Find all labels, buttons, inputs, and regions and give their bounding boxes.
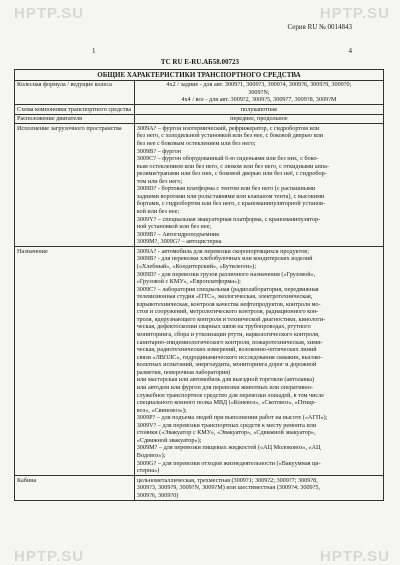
purpose-line: санитарно-эпидемиологического контроля, пожаротехническая, хими- [136,338,323,346]
cargo-space-line: без него, с холодильной установкой или без нее, с боковой дверью или [136,132,324,140]
purpose-line: воз», «Свиновоз»); [136,406,187,414]
purpose-line: Водовоз»); [136,452,166,460]
wheel-formula-line: 4x4 / все - для авт. 3009?2, 3009?5, 3009?7, 3009?8, 3009?M [181,96,337,104]
document-number: TC RU E-RU.AБ58.00723 [160,58,240,66]
purpose-line: стерна») [136,467,160,475]
purpose-line: служебное транспортное средство для перевозки лошадей, в том числе [136,391,325,399]
cabin-line: цельнометаллическая, трехместная (3009?1; 3009?2; 3009?7; 3009?8, [136,476,318,484]
purpose-line: «Сдвижной эвакуатор»); [136,436,202,444]
purpose-line: ческая, радиотехнических измерений, волоконно-оптических линий [136,346,317,354]
purpose-line: 3009G? – для перевозки отходов жизнедеятельности («Вакуумная ци- [136,459,321,467]
cargo-space-line: без нее с боковым остеклением или без него; [136,139,256,147]
cabin-value [134,476,383,501]
layout-scheme-row [15,105,384,115]
purpose-line: 3009В? - для перевозки хлебобулочных или кондитерских изделий [136,255,313,263]
purpose-line: 3009А? - автомобиль для перевозки скоропортящихся продуктов; [136,247,309,255]
cargo-space-line: 3009В? – Автогидроподъемник [136,230,220,238]
purpose-line: взрывотехническая, контроля качества нефтепродуктов, контроля мо- [136,300,321,308]
purpose-line: разметки, поверочная лаборатория) [136,368,231,376]
cargo-space-line: 3009В? – фургон [136,147,182,155]
wheel-formula-line: 4x2 / задние - для авт. 3009?1, 3009?3, 3009?4, 3009?6, 3009?9, 3009?0; [166,81,352,89]
purpose-value [134,247,383,476]
cargo-space-value [134,124,383,247]
cargo-space-line: 3009М?, 3009G? – автоцистерна [136,238,222,246]
watermark-top-left: HPTP.SU [14,5,85,22]
purpose-line: стов и сооружений, метрологического контроля, радиационного кон- [136,308,319,316]
characteristics-table [14,69,384,501]
cargo-space-line: 3009С? – фургон оборудованный 6-ю сиденьями или без них, с боко- [136,155,319,163]
wheel-formula-row [15,80,384,105]
watermark-top-right: HPTP.SU [319,5,390,22]
purpose-line: 3009С? – лаборатория специальная (радиолаборатория, передвижная [136,285,319,293]
purpose-line: 3009Р? – для подъема людей при выполнении работ на высоте («АГП»); [136,414,328,422]
cargo-space-row [15,124,384,247]
purpose-line: стоянки («Эвакуатор с КМУ», «Эвакуатор», «Сдвижной эвакуатор», [136,429,316,437]
cargo-space-line: том или без него; [136,177,183,185]
purpose-line: вольтных испытаний, энергоаудита, мониторинга дорог и дорожной [136,361,317,369]
wheel-formula-label: Колесная формула / ведущие колеса [15,80,135,105]
engine-location-value: переднее, продольное [134,114,383,124]
cargo-space-label: Исполнение загрузочного пространства [15,124,135,247]
cargo-space-line: бортами, с гидробортом или без него, с краноманипуляторной установ- [136,200,325,208]
layout-scheme-label: Схема компоновки транспортного средства [15,105,135,115]
layout-scheme-value: полукапотная [134,105,383,115]
purpose-line: 3009D? - для перевозки грузов различного назначения («Грузовой», [136,270,316,278]
page-number-left: 1 [92,47,96,55]
purpose-line: ческая, дефектоскопии сварных швов на трубопроводах, ртутного [136,323,311,331]
cargo-space-line: кой или без нее; [136,208,180,216]
cargo-space-line: ной установкой или без нее; [136,223,212,231]
cabin-row [15,476,384,501]
cargo-space-line: 3009D? - бортовая платформа с тентом или без него (с распашными [136,185,316,193]
cargo-space-line: вым остеклением или без него, с люком или без него, с откидными аппа- [136,162,329,170]
purpose-line: связи «ЛВОЛС», гидродинамического исследования скважин, высоко- [136,353,323,361]
cargo-space-line: задними воротами или рольставнями или клапаном тента), с высокими [136,192,325,200]
purpose-line: или мастерская или автомобиль для выездной торговли (автолавка) [136,376,315,384]
serial-number: Серия RU № 0014843 [287,23,352,31]
purpose-line: 3009М? – для перевозки пищевых жидкостей («АЦ Молоковоз», «АЦ [136,444,321,452]
wheel-formula-line: 3009?N; [248,88,270,96]
purpose-line: «Грузовой с КМУ», «Европлатформа»); [136,278,241,286]
section-title: ОБЩИЕ ХАРАКТЕРИСТИКИ ТРАНСПОРТНОГО СРЕДСТВА [15,70,384,81]
engine-location-row [15,114,384,124]
purpose-line: или автодом или фургон для перевозки животных или оперативно- [136,383,313,391]
purpose-line: мониторинга, сбора и утилизации ртути, наркологического контроля, [136,331,320,339]
cargo-space-line: 3009Y? – специальная эвакуаторная платформа, с краноманипулятор- [136,215,321,223]
cargo-space-line: 3009А? – фургон изотермический, рефрижератор, с гидробортом или [136,124,320,132]
purpose-line: троля, ядерузнающего контроля и технической диагностики, кинологи- [136,315,326,323]
purpose-line: телевизионная студия «ПТС», экологическая, электротехническая, [136,293,313,301]
watermark-bottom-right: HPTP.SU [319,548,390,565]
wheel-formula-value [134,80,383,105]
page-number-right: 4 [348,47,352,55]
watermark-bottom-left: HPTP.SU [14,548,85,565]
cabin-line: 3009?6, 3009?0) [136,491,179,499]
purpose-line: 3009V? – для перевозки транспортных средств к месту ремонта или [136,421,317,429]
purpose-line: специального конного полка МВД («Коневоз», «Скотовоз», «Птице- [136,399,317,407]
purpose-label: Назначение [15,247,135,476]
section-title-row [15,70,384,81]
cabin-line: 3009?3, 3009?9, 3009?N, 3009?M) или шестиместная (3009?4; 3009?5, [136,484,321,492]
engine-location-label: Расположение двигателя [15,114,135,124]
cabin-label: Кабина [15,476,135,501]
purpose-line: («Хлебный», «Кондитерский», «Бутилеген»); [136,262,257,270]
purpose-row [15,247,384,476]
cargo-space-line: релями/трапами или без них, с боковой дверью или без неё, с гидробор- [136,170,327,178]
